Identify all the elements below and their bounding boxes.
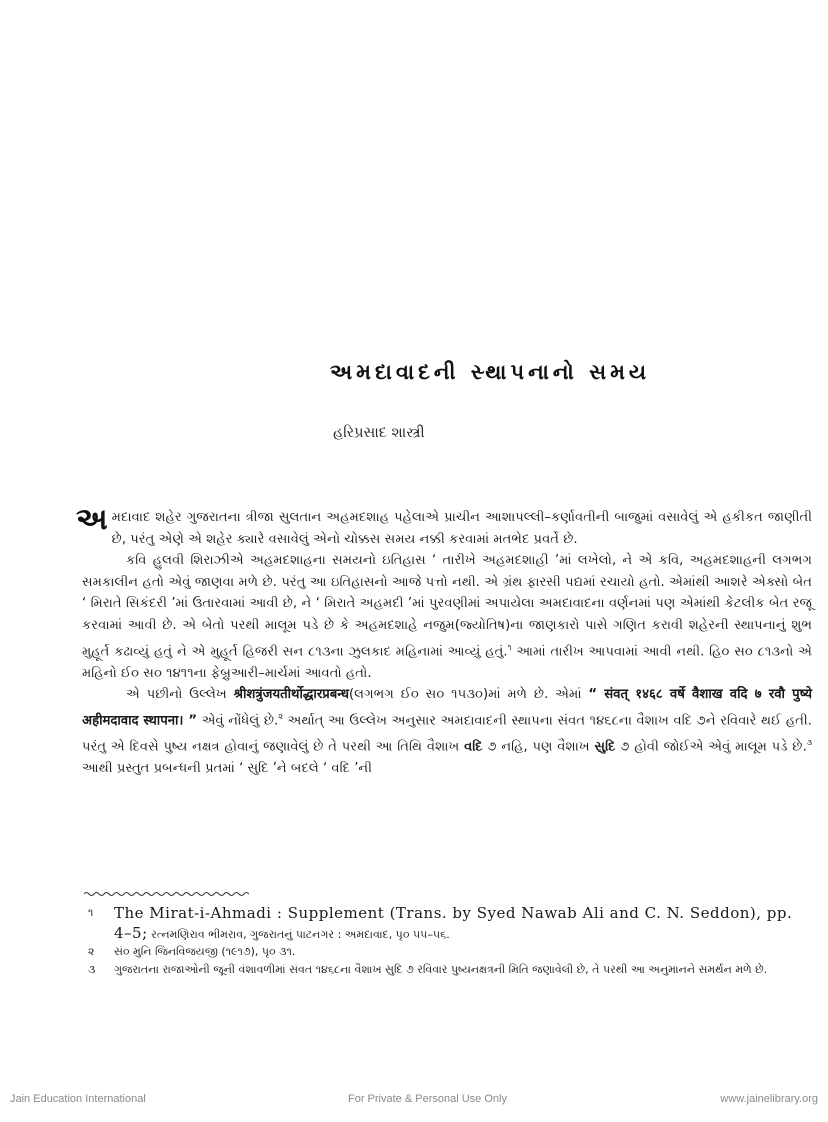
footnote-gujarati-text: ગુજરાતના રાજાઓની જૂની વંશાવળીમાં સંવત ૧૪૬૮ના વૈશાખ સુદિ ૭ રવિવાર પુષ્યનક્ષત્રની મિતિ જણાવેલી છે, તે પરથી આ અનુમાનને સમર્થન મળે છે.: [114, 962, 768, 976]
paragraph-3-text-g: ૭ હોવી જોઈએ એવું માલૂમ પડે છે.: [615, 739, 807, 755]
paragraph-2: [82, 550, 812, 684]
footnote-2: [88, 943, 813, 961]
footer-usage-notice: For Private & Personal Use Only: [348, 1093, 507, 1105]
article-title: અમદાવાદની સ્થાપનાનો સમય: [330, 360, 651, 384]
paragraph-1-text: મદાવાદ શહેર ગુજરાતના ત્રીજા સુલતાન અહમદશાહ પહેલાએ પ્રાચીન આશાપલ્લી–કર્ણાવતીની બાજુમાં વસાવેલું એ હકીકત જાણીતી છે, પરંતુ એણે એ શહેર ક્યારે વસાવેલું એનો ચોક્કસ સમય નક્કી કરવામાં મતભેદ પ્રવર્તે છે.: [111, 510, 812, 547]
paragraph-2-text-b: આમાં તારીખ આપવામાં આવી નથી. હિ૦ સ૦ ૮૧૩નો એ મહિનો ઈ૦ સ૦ ૧૪૧૧ના ફેબ્રુઆરી–માર્ચમાં આવતો હતો.: [82, 643, 812, 681]
footnote-gujarati-text: રત્નમણિરાવ ભીમરાવ, ગુજરાતનું પાટનગર : અમદાવાદ, પૃ૦ ૫૫–૫૬.: [147, 927, 450, 941]
paragraph-3: [82, 684, 812, 779]
term-vadi: વદિ: [673, 713, 693, 729]
paragraph-3-text-e: ૭ને રવિવારે થઈ હતી. પરંતુ એ દિવસે પુષ્ય નક્ષત્ર હોવાનું જણાવેલું છે તે પરથી આ તિથિ વૈશાખ: [82, 713, 812, 755]
paragraph-3-text-h: આથી પ્રસ્તુત પ્રબન્ધની પ્રતમાં ‘ સુદિ ’ને બદલે ‘ વદિ ’ની: [82, 760, 372, 776]
sanskrit-work-title: श्रीशत्रुंजयतीर्थोद्धारप्रबन्ध: [233, 687, 350, 703]
paragraph-3-text-d: અર્થાત્ આ ઉલ્લેખ અનુસાર અમદાવાદની સ્થાપના સંવત ૧૪૬૮ના વૈશાખ: [282, 713, 674, 729]
footnote-ref-2[interactable]: ૨: [278, 711, 283, 721]
term-vadi-bold: વદિ: [464, 739, 483, 755]
article-body: [76, 502, 813, 779]
footnote-ref-1[interactable]: ૧: [507, 642, 512, 652]
term-sudi-bold: સુદિ: [594, 739, 616, 755]
paragraph-3-text-a: એ પછીનો ઉલ્લેખ: [126, 687, 234, 703]
footer-website-link[interactable]: www.jainelibrary.org: [720, 1093, 818, 1105]
footnote-3: [88, 961, 813, 979]
footnote-ref-3[interactable]: ૩: [806, 737, 813, 747]
article-author: હરિપ્રસાદ શાસ્ત્રી: [333, 425, 425, 441]
paragraph-3-text-c: એવું નોંધેલું છે.: [197, 713, 279, 729]
paragraph-2-text-a: કવિ હુલવી શિરાઝીએ અહમદશાહના સમયનો ઇતિહાસ ‘ તારીખે અહમદશાહી ’માં લખેલો, ને એ કવિ, અહમદશાહની લગભગ સમકાલીન હતો એવું જાણવા મળે છે. પરંતુ આ ઇતિહાસનો આજે પત્તો નથી. એ ગ્રંથ ફારસી પદ્યમાં રચાયો હતો. એમાંથી આશરે એક્સો બેત ‘ મિરાતે સિકંદરી ’માં ઉતારવામાં આવી છે, ને ‘ મિરાતે અહમદી ’માં પુરવણીમાં અપાયેલા અમદાવાદના વર્ણનમાં પણ એમાંથી કેટલીક બેત રજૂ કરવામાં આવી છે. એ બેતો પરથી માલૂમ પડે છે કે અહમદશાહે નજુમ(જ્યોતિષ)ના જાણકારો પાસે ગણિત કરાવી શહેરની સ્થાપનાનું શુભ મુહૂર્ત કઢાવ્યું હતું ને એ મુહૂર્ત હિજરી સન ૮૧૩ના ઝુલકાદ મહિનામાં આવ્યું હતું.: [82, 553, 812, 659]
footnote-1: [88, 904, 813, 943]
paragraph-3-text-b: (લગભગ ઈ૦ સ૦ ૧૫૩૦)માં મળે છે. એમાં: [349, 687, 589, 703]
footnote-separator: [84, 891, 249, 897]
footnote-english-text: The Mirat-i-Ahmadi : Supplement (Trans. by Syed Nawab Ali and C. N. Seddon), pp. 4–5;: [114, 904, 793, 942]
footnote-number: ૧: [88, 906, 94, 919]
sanskrit-quotation: “ संवत् १४६८ वर्षे वैशाख वदि ७ रवौ पुष्ये अहीमदावाद स्थापना। ”: [82, 687, 812, 729]
footnote-number: ૨: [88, 945, 95, 958]
page-footer: [0, 1093, 828, 1111]
footnote-body: [114, 904, 813, 943]
footer-publisher: Jain Education International: [10, 1093, 146, 1105]
footnotes: [88, 904, 813, 978]
paragraph-1: [76, 502, 812, 550]
paragraph-3-text-f: ૭ નહિ, પણ વૈશાખ: [482, 739, 595, 755]
footnote-number: ૩: [88, 962, 96, 976]
drop-cap: અ: [76, 502, 108, 537]
footnote-gujarati-text: સં૦ મુનિ જિનવિજયજી (૧૯૧૭), પૃ૦ ૩૧.: [114, 945, 296, 958]
